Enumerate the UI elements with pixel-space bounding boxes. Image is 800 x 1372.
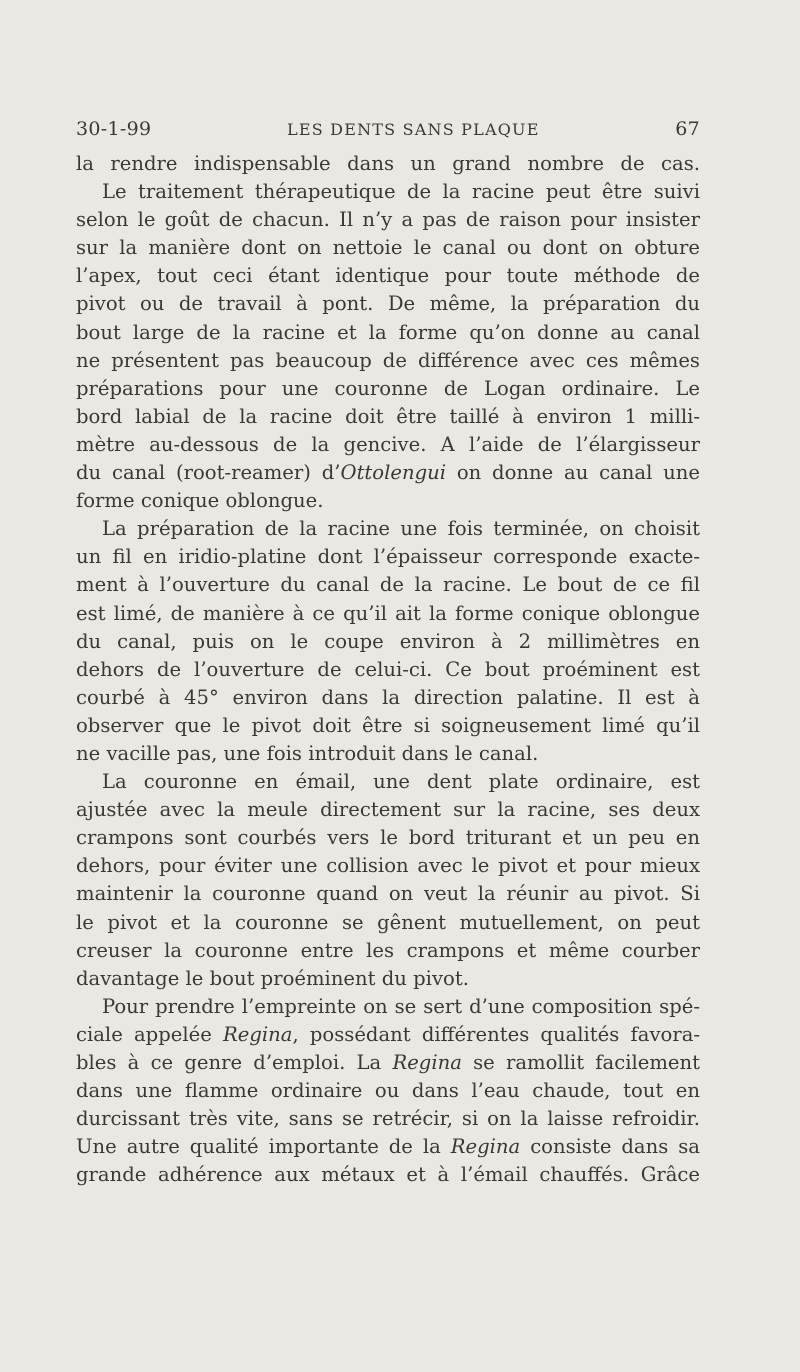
text-line bbox=[76, 1133, 700, 1161]
text-line: ne vacille pas, une fois introduit dans le canal. bbox=[76, 741, 539, 765]
text-segment: ciale appelée bbox=[76, 1022, 223, 1046]
text-line: forme conique oblongue. bbox=[76, 489, 324, 513]
text-line: dehors de l’ouverture de celui-ci. Ce bout proéminent est bbox=[76, 657, 700, 681]
text-line bbox=[76, 1021, 700, 1049]
text-segment: du canal (root-reamer) d’ bbox=[76, 461, 341, 485]
text-line: creuser la couronne entre les crampons et même courber bbox=[76, 938, 700, 962]
text-line: observer que le pivot doit être si soigneusement limé qu’il bbox=[76, 713, 700, 737]
text-segment: Une autre qualité importante de la bbox=[76, 1135, 451, 1159]
text-line: l’apex, tout ceci étant identique pour toute méthode de bbox=[76, 264, 700, 288]
text-line: La préparation de la racine une fois terminée, on choisit bbox=[102, 517, 700, 541]
text-line: est limé, de manière à ce qu’il ait la forme conique oblongue bbox=[76, 601, 700, 625]
italic-term: Regina bbox=[392, 1051, 462, 1074]
text-line: selon le goût de chacun. Il n’y a pas de raison pour insister bbox=[76, 208, 700, 232]
text-line: La couronne en émail, une dent plate ordinaire, est bbox=[102, 770, 700, 794]
running-title: LES DENTS SANS PLAQUE bbox=[287, 120, 540, 139]
italic-term: Regina bbox=[450, 1135, 521, 1159]
text-segment: on donne au canal une bbox=[446, 461, 700, 485]
text-line: la rendre indispensable dans un grand nombre de cas. bbox=[76, 152, 700, 175]
text-line: bout large de la racine et la forme qu’on donne au canal bbox=[76, 320, 700, 344]
italic-term: Regina bbox=[222, 1022, 293, 1046]
text-line: durcissant très vite, sans se retrécir, si on la laisse refroidir. bbox=[76, 1107, 700, 1131]
text-line: bord labial de la racine doit être taillé à environ 1 milli- bbox=[76, 404, 700, 428]
text-line: davantage le bout proéminent du pivot. bbox=[76, 966, 469, 990]
text-line: pivot ou de travail à pont. De même, la préparation du bbox=[76, 292, 700, 316]
text-segment: bles à ce genre d’emploi. La bbox=[76, 1051, 393, 1074]
text-line: préparations pour une couronne de Logan ordinaire. Le bbox=[76, 376, 700, 400]
header-date: 30-1-99 bbox=[76, 118, 152, 140]
text-line: dehors, pour éviter une collision avec le pivot et pour mieux bbox=[76, 854, 700, 878]
text-line: grande adhérence aux métaux et à l’émail chauffés. Grâce bbox=[76, 1163, 700, 1187]
text-line bbox=[76, 1049, 700, 1077]
text-line: Le traitement thérapeutique de la racine peut être suivi bbox=[102, 180, 700, 204]
page-number: 67 bbox=[675, 118, 700, 140]
text-line: du canal, puis on le coupe environ à 2 millimètres en bbox=[76, 629, 700, 653]
text-line: maintenir la couronne quand on veut la réunir au pivot. Si bbox=[76, 882, 700, 906]
body-text bbox=[76, 150, 700, 1189]
italic-term: Ottolengui bbox=[340, 461, 447, 485]
text-line: ajustée avec la meule directement sur la racine, ses deux bbox=[76, 798, 700, 822]
text-segment: consiste dans sa bbox=[520, 1135, 700, 1159]
text-segment: se ramollit facilement bbox=[461, 1051, 700, 1074]
text-line: dans une flamme ordinaire ou dans l’eau chaude, tout en bbox=[76, 1079, 700, 1103]
text-line: courbé à 45° environ dans la direction palatine. Il est à bbox=[76, 685, 700, 709]
text-line: sur la manière dont on nettoie le canal ou dont on obture bbox=[76, 236, 700, 260]
text-line: crampons sont courbés vers le bord triturant et un peu en bbox=[76, 826, 700, 850]
text-line: Pour prendre l’empreinte on se sert d’une composition spé- bbox=[102, 994, 700, 1018]
text-line: le pivot et la couronne se gênent mutuellement, on peut bbox=[76, 910, 700, 934]
text-line: un fil en iridio-platine dont l’épaisseur corresponde exacte- bbox=[76, 545, 700, 569]
text-line bbox=[76, 459, 700, 487]
running-header bbox=[76, 118, 700, 140]
text-segment: , possédant différentes qualités favora- bbox=[292, 1022, 700, 1046]
text-line: ne présentent pas beaucoup de différence avec ces mêmes bbox=[76, 348, 700, 372]
text-line: mètre au-dessous de la gencive. A l’aide de l’élargisseur bbox=[76, 432, 700, 456]
text-line: ment à l’ouverture du canal de la racine. Le bout de ce fil bbox=[76, 573, 700, 597]
